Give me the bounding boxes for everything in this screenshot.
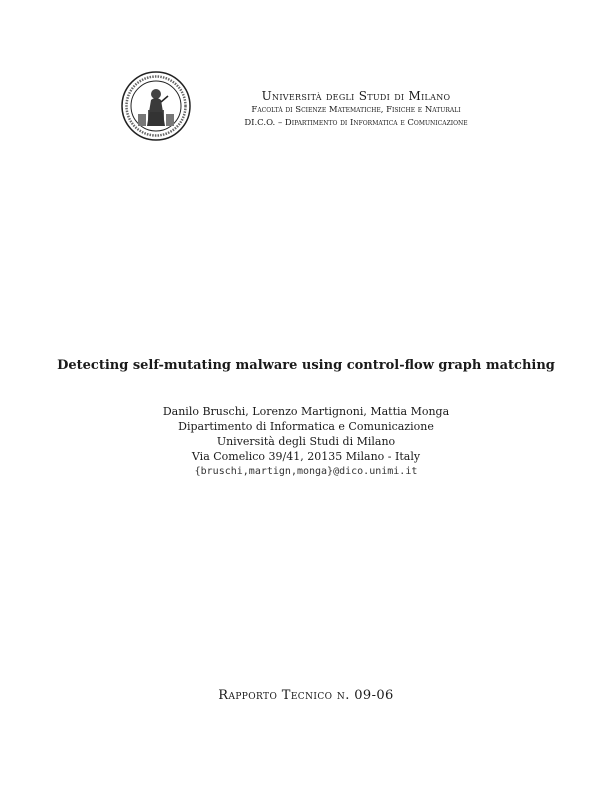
paper-title: Detecting self-mutating malware using control-flow graph matching — [57, 358, 555, 373]
email: {bruschi,martign,monga}@dico.unimi.it — [194, 466, 418, 477]
header-text — [206, 88, 506, 130]
report-number: Rapporto Tecnico n. 09-06 — [218, 688, 394, 703]
faculty-name: Facoltà di Scienze Matematiche, Fisiche e Naturali — [251, 105, 461, 115]
affiliation-university: Università degli Studi di Milano — [216, 435, 396, 448]
university-name: Università degli Studi di Milano — [261, 89, 451, 103]
author-block — [0, 404, 612, 479]
authors: Danilo Bruschi, Lorenzo Martignoni, Mattia Monga — [162, 405, 450, 418]
address: Via Comelico 39/41, 20135 Milano - Italy — [191, 450, 421, 463]
header — [120, 70, 520, 150]
department-name: DI.C.O. – Dipartimento di Informatica e Comunicazione — [244, 118, 468, 128]
affiliation-department: Dipartimento di Informatica e Comunicazione — [178, 420, 434, 433]
university-seal-icon — [120, 70, 192, 142]
